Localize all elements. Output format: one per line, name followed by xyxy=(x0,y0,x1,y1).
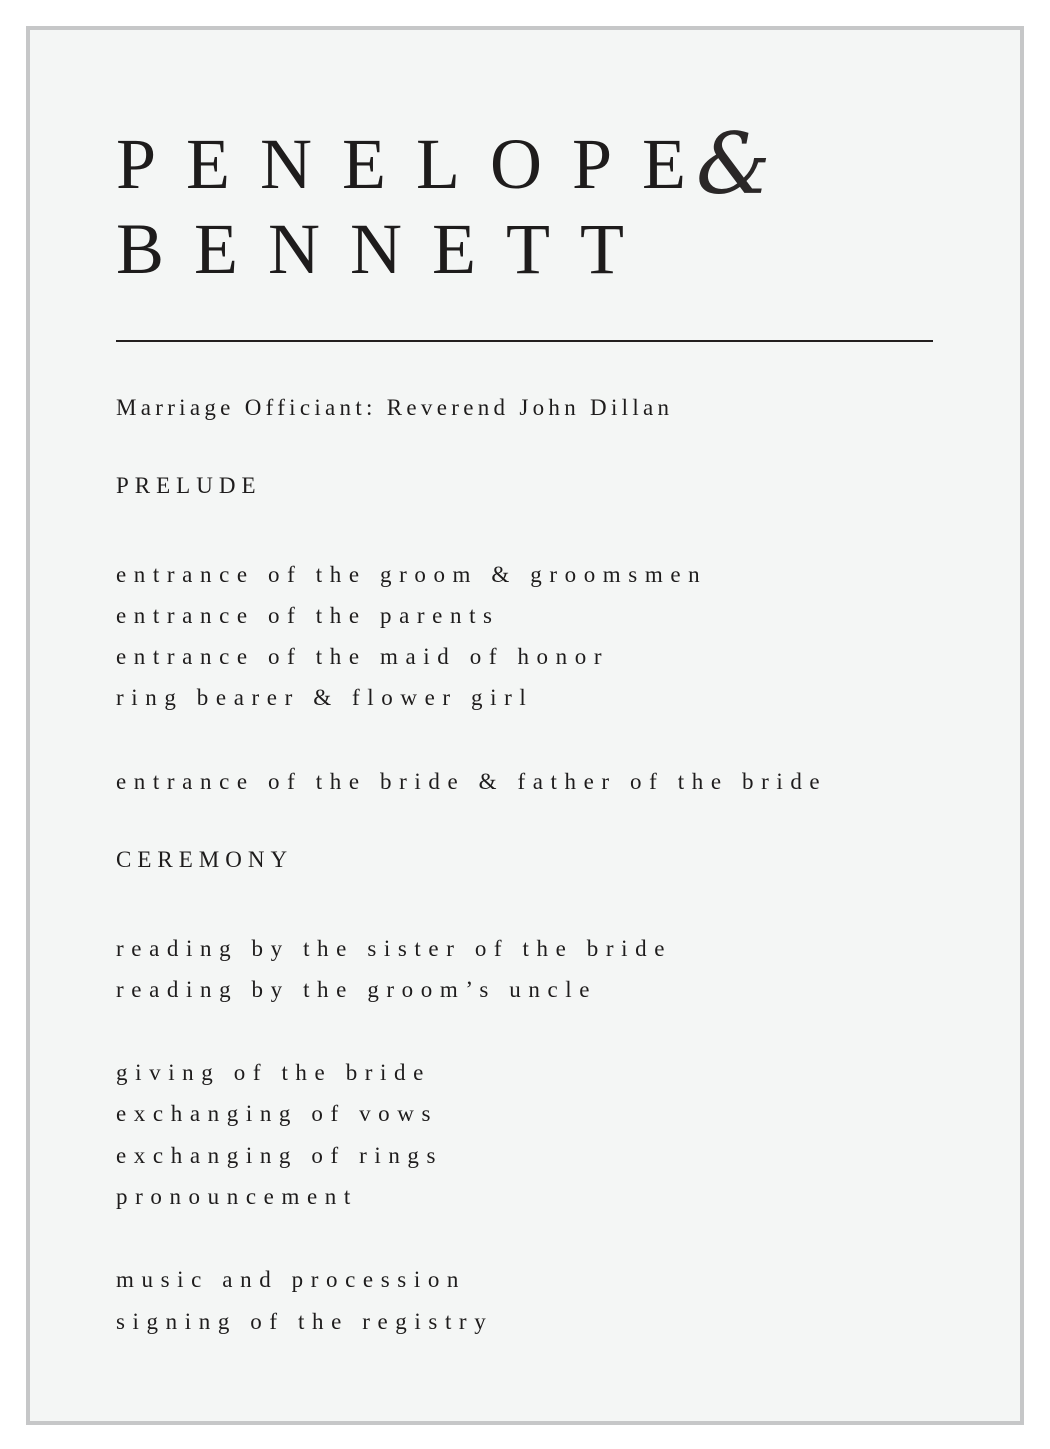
prelude-item: ring bearer & flower girl xyxy=(116,685,534,710)
ceremony-item: reading by the sister of the bride xyxy=(116,936,673,961)
ceremony-item: music and procession xyxy=(116,1267,467,1292)
couple-name-first: PENELOPE xyxy=(116,124,716,204)
couple-name-second: BENNETT xyxy=(116,209,654,289)
ceremony-heading: CEREMONY xyxy=(116,847,294,872)
ceremony-item: reading by the groom’s uncle xyxy=(116,977,598,1002)
ceremony-item: exchanging of vows xyxy=(116,1101,439,1126)
prelude-heading: PRELUDE xyxy=(116,473,262,498)
prelude-item: entrance of the bride & father of the bride xyxy=(116,769,828,794)
officiant-line: Marriage Officiant: Reverend John Dillan xyxy=(116,395,674,420)
ceremony-item: giving of the bride xyxy=(116,1060,431,1085)
ampersand-flourish: & xyxy=(696,115,771,213)
prelude-item: entrance of the maid of honor xyxy=(116,644,610,669)
divider-rule xyxy=(116,340,933,342)
prelude-item: entrance of the groom & groomsmen xyxy=(116,562,708,587)
ceremony-item: pronouncement xyxy=(116,1184,358,1209)
ceremony-item: exchanging of rings xyxy=(116,1143,444,1168)
program-card xyxy=(26,26,1024,1425)
ceremony-item: signing of the registry xyxy=(116,1309,494,1334)
prelude-item: entrance of the parents xyxy=(116,603,500,628)
